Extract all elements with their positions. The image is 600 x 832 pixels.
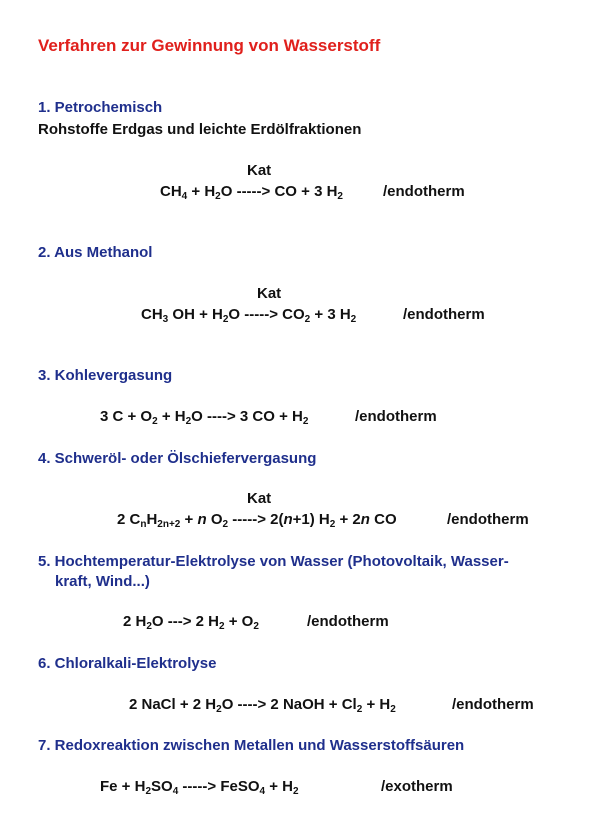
equation-2: $CH_3$ OH + $H_2O$ -----> $CO_2 + 3$ $H_2$ (141, 306, 357, 325)
equation-4: 2 $C_nH_{2n+2} + n$ $O_2$ -----> 2(n+1) $H_2 + 2n$ CO (117, 511, 397, 530)
note-3: /endotherm (355, 408, 437, 425)
section-heading-3: 3. Kohlevergasung (38, 367, 173, 384)
section-heading-2: 2. Aus Methanol (38, 244, 153, 261)
catalyst-label-2: Kat (257, 285, 282, 302)
section-heading-6: 6. Chloralkali-Elektrolyse (38, 655, 217, 672)
note-6: /endotherm (452, 696, 534, 713)
equation-1: $CH_4 + H_2O$ -----> CO + 3 $H_2$ (160, 183, 343, 202)
section-1-raw-materials: Rohstoffe Erdgas und leichte Erdölfraktionen (38, 121, 362, 138)
equation-5: 2 $H_2O$ ---> 2 $H_2 + O_2$ (123, 613, 259, 632)
section-heading-5-line1: 5. Hochtemperatur-Elektrolyse von Wasser (Photovoltaik, Wasser- (38, 553, 509, 570)
catalyst-label-4: Kat (247, 490, 272, 507)
note-2: /endotherm (403, 306, 485, 323)
equation-3: 3 $C + O_2 + H_2O$ ----> 3 CO + $H_2$ (100, 408, 309, 427)
note-7: /exotherm (381, 778, 453, 795)
section-heading-1: 1. Petrochemisch (38, 99, 163, 116)
section-heading-4: 4. Schweröl- oder Ölschiefervergasung (38, 450, 317, 467)
section-heading-5-line2: kraft, Wind...) (55, 573, 150, 590)
note-5: /endotherm (307, 613, 389, 630)
equation-7: $Fe + H_2SO_4$ -----> FeSO$_4$ + $H_2$ (100, 778, 299, 797)
catalyst-label-1: Kat (247, 162, 272, 179)
equation-6: 2 NaCl + 2 $H_2O$ ----> 2 NaOH + $Cl_2 + H_2$ (129, 696, 396, 715)
note-4: /endotherm (447, 511, 529, 528)
page-title: Verfahren zur Gewinnung von Wasserstoff (38, 36, 381, 55)
note-1: /endotherm (383, 183, 465, 200)
section-heading-7: 7. Redoxreaktion zwischen Metallen und Wasserstoffsäuren (38, 737, 465, 754)
